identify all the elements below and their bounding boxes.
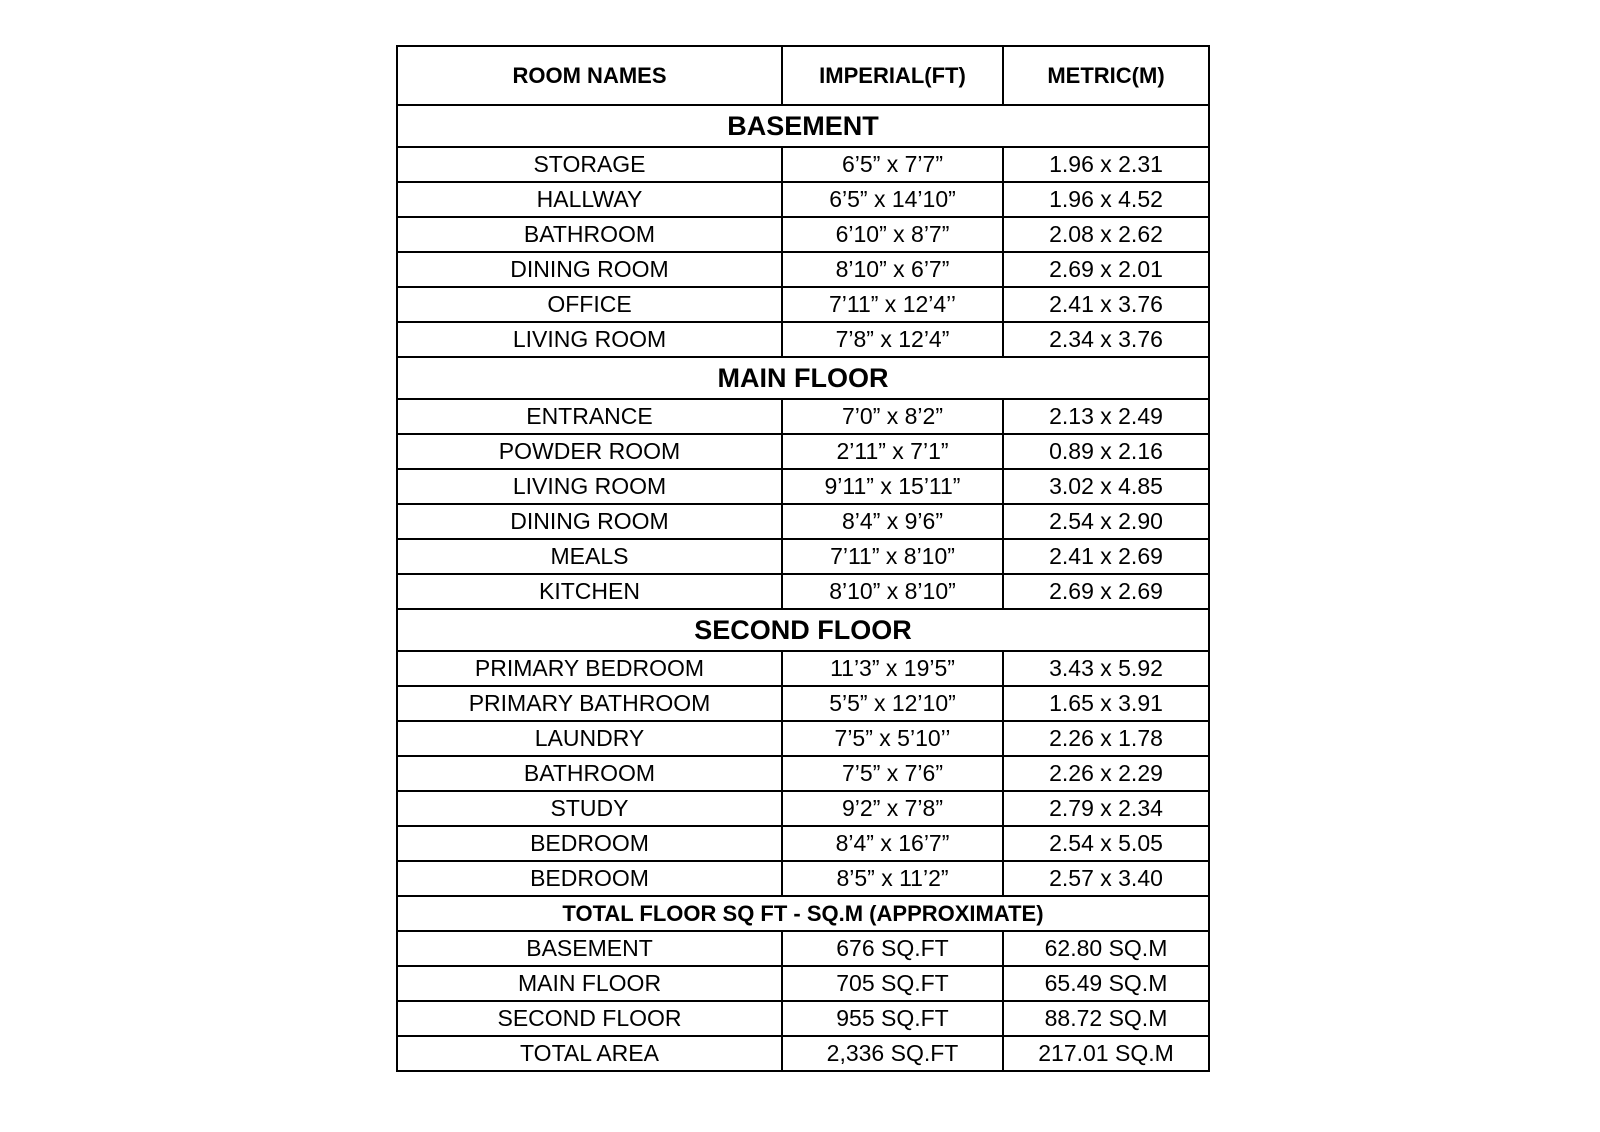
room-metric: 2.69 x 2.01: [1003, 252, 1209, 287]
total-metric: 62.80 SQ.M: [1003, 931, 1209, 966]
total-metric: 65.49 SQ.M: [1003, 966, 1209, 1001]
room-imperial: 2’11” x 7’1”: [782, 434, 1003, 469]
table-row: [397, 217, 1209, 252]
table-row: [397, 539, 1209, 574]
room-metric: 2.13 x 2.49: [1003, 399, 1209, 434]
room-imperial: 8’4” x 9’6”: [782, 504, 1003, 539]
section-main-floor: [397, 357, 1209, 399]
room-metric: 2.26 x 2.29: [1003, 756, 1209, 791]
total-metric: 217.01 SQ.M: [1003, 1036, 1209, 1071]
room-metric: 0.89 x 2.16: [1003, 434, 1209, 469]
total-name: MAIN FLOOR: [397, 966, 782, 1001]
room-imperial: 8’4” x 16’7”: [782, 826, 1003, 861]
table-row: [397, 147, 1209, 182]
table-header-row: [397, 46, 1209, 105]
table-row: [397, 1036, 1209, 1071]
room-imperial: 7’8” x 12’4”: [782, 322, 1003, 357]
room-name: LAUNDRY: [397, 721, 782, 756]
section-title: TOTAL FLOOR SQ FT - SQ.M (APPROXIMATE): [397, 896, 1209, 931]
table-row: [397, 686, 1209, 721]
header-room-names: ROOM NAMES: [397, 46, 782, 105]
room-metric: 2.34 x 3.76: [1003, 322, 1209, 357]
section-second-floor: [397, 609, 1209, 651]
room-name: PRIMARY BATHROOM: [397, 686, 782, 721]
room-imperial: 5’5” x 12’10”: [782, 686, 1003, 721]
total-imperial: 705 SQ.FT: [782, 966, 1003, 1001]
room-metric: 2.79 x 2.34: [1003, 791, 1209, 826]
table-row: [397, 651, 1209, 686]
room-metric: 2.26 x 1.78: [1003, 721, 1209, 756]
room-name: BEDROOM: [397, 861, 782, 896]
table-row: [397, 252, 1209, 287]
section-basement: [397, 105, 1209, 147]
room-imperial: 7’11” x 12’4’’: [782, 287, 1003, 322]
room-metric: 2.69 x 2.69: [1003, 574, 1209, 609]
room-name: STUDY: [397, 791, 782, 826]
room-imperial: 6’10” x 8’7”: [782, 217, 1003, 252]
room-name: MEALS: [397, 539, 782, 574]
room-name: LIVING ROOM: [397, 469, 782, 504]
total-name: BASEMENT: [397, 931, 782, 966]
room-metric: 2.54 x 2.90: [1003, 504, 1209, 539]
room-imperial: 9’11” x 15’11”: [782, 469, 1003, 504]
room-imperial: 8’10” x 8’10”: [782, 574, 1003, 609]
room-metric: 2.08 x 2.62: [1003, 217, 1209, 252]
room-name: OFFICE: [397, 287, 782, 322]
room-name: PRIMARY BEDROOM: [397, 651, 782, 686]
room-imperial: 6’5” x 14’10”: [782, 182, 1003, 217]
table-row: [397, 504, 1209, 539]
section-title: MAIN FLOOR: [397, 357, 1209, 399]
room-name: DINING ROOM: [397, 252, 782, 287]
header-metric: METRIC(M): [1003, 46, 1209, 105]
table-row: [397, 1001, 1209, 1036]
table-row: [397, 287, 1209, 322]
room-imperial: 9’2” x 7’8”: [782, 791, 1003, 826]
room-name: POWDER ROOM: [397, 434, 782, 469]
section-title: SECOND FLOOR: [397, 609, 1209, 651]
room-metric: 2.57 x 3.40: [1003, 861, 1209, 896]
total-imperial: 676 SQ.FT: [782, 931, 1003, 966]
room-imperial: 8’5” x 11’2”: [782, 861, 1003, 896]
table-row: [397, 931, 1209, 966]
total-imperial: 955 SQ.FT: [782, 1001, 1003, 1036]
room-imperial: 7’0” x 8’2”: [782, 399, 1003, 434]
room-metric: 2.41 x 2.69: [1003, 539, 1209, 574]
header-imperial: IMPERIAL(FT): [782, 46, 1003, 105]
room-metric: 3.02 x 4.85: [1003, 469, 1209, 504]
table-row: [397, 322, 1209, 357]
table-row: [397, 791, 1209, 826]
room-name: STORAGE: [397, 147, 782, 182]
table-row: [397, 861, 1209, 896]
section-title: BASEMENT: [397, 105, 1209, 147]
table-row: [397, 826, 1209, 861]
room-metric: 1.96 x 4.52: [1003, 182, 1209, 217]
table-row: [397, 434, 1209, 469]
room-name: DINING ROOM: [397, 504, 782, 539]
table-row: [397, 399, 1209, 434]
section-totals: [397, 896, 1209, 931]
table-row: [397, 182, 1209, 217]
room-name: BEDROOM: [397, 826, 782, 861]
table-row: [397, 469, 1209, 504]
total-imperial: 2,336 SQ.FT: [782, 1036, 1003, 1071]
room-imperial: 7’11” x 8’10”: [782, 539, 1003, 574]
room-imperial: 11’3” x 19’5”: [782, 651, 1003, 686]
table-row: [397, 574, 1209, 609]
room-imperial: 6’5” x 7’7”: [782, 147, 1003, 182]
room-imperial: 7’5” x 7’6”: [782, 756, 1003, 791]
room-imperial: 8’10” x 6’7”: [782, 252, 1003, 287]
room-name: LIVING ROOM: [397, 322, 782, 357]
room-metric: 2.54 x 5.05: [1003, 826, 1209, 861]
room-metric: 1.65 x 3.91: [1003, 686, 1209, 721]
room-metric: 3.43 x 5.92: [1003, 651, 1209, 686]
room-name: KITCHEN: [397, 574, 782, 609]
table-row: [397, 756, 1209, 791]
room-dimensions-table: [396, 45, 1210, 1072]
room-name: BATHROOM: [397, 217, 782, 252]
room-metric: 2.41 x 3.76: [1003, 287, 1209, 322]
room-name: HALLWAY: [397, 182, 782, 217]
room-name: BATHROOM: [397, 756, 782, 791]
room-imperial: 7’5” x 5’10’’: [782, 721, 1003, 756]
room-name: ENTRANCE: [397, 399, 782, 434]
table-row: [397, 721, 1209, 756]
total-name: SECOND FLOOR: [397, 1001, 782, 1036]
total-metric: 88.72 SQ.M: [1003, 1001, 1209, 1036]
total-name: TOTAL AREA: [397, 1036, 782, 1071]
table-row: [397, 966, 1209, 1001]
room-metric: 1.96 x 2.31: [1003, 147, 1209, 182]
